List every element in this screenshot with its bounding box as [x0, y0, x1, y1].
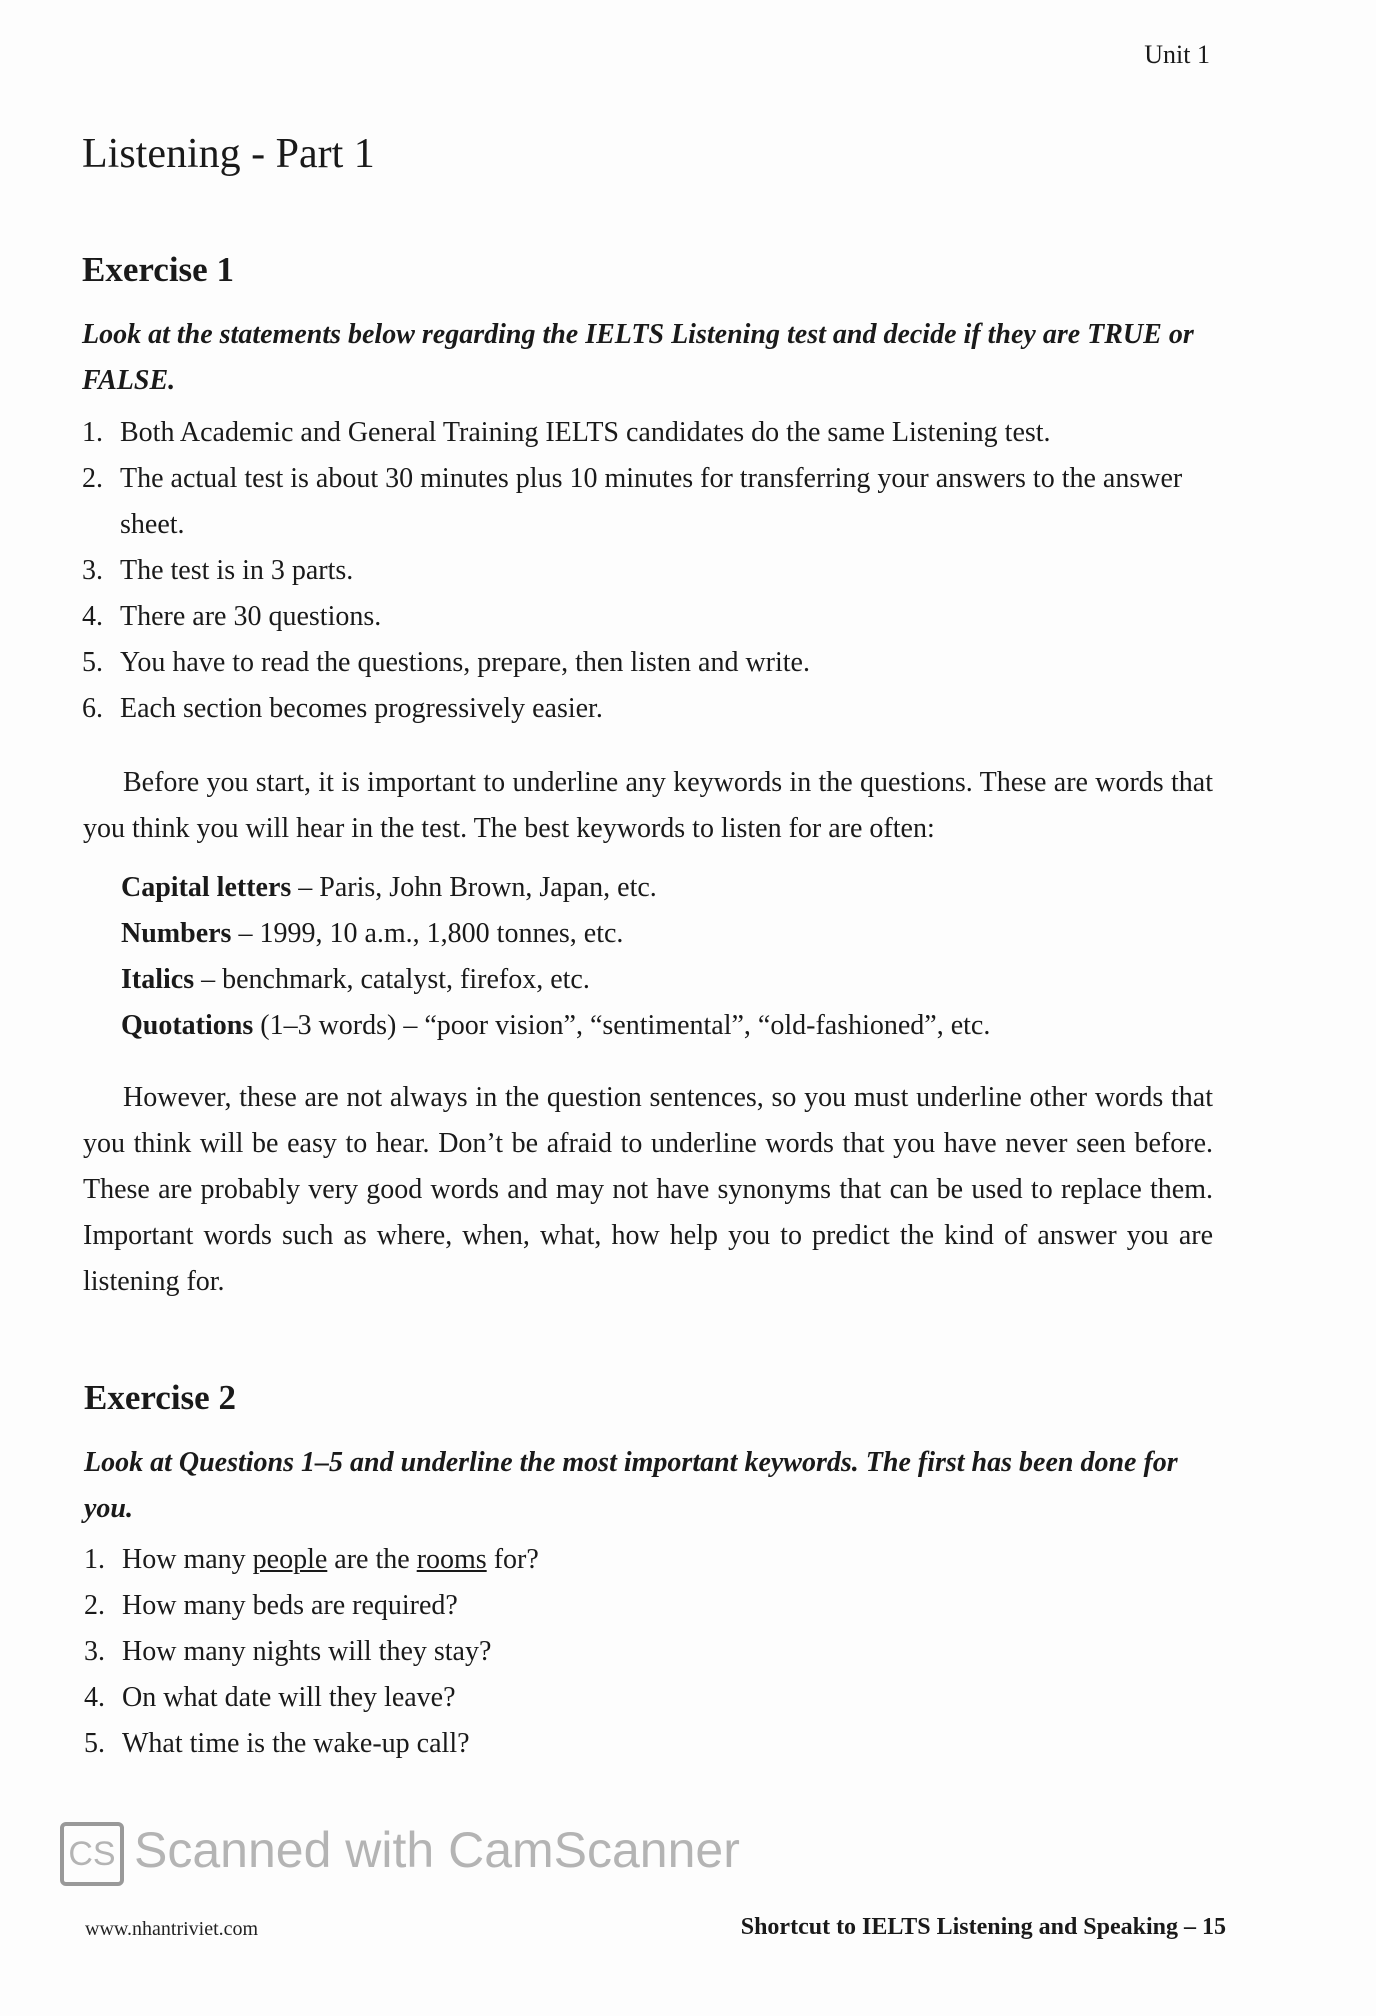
advice-paragraph: However, these are not always in the question sentences, so you must underline other words that you think will be easy to hear. Don’t be afraid to underline words that you have never seen before. These are probably very good words and may not have synonyms that can be used to replace them. Important words such as where, when, what, how help you to predict the kind of answer you are listening for.: [83, 1082, 1213, 1297]
list-item: [84, 1537, 1214, 1583]
item-number: 3.: [82, 555, 103, 586]
list-item: [82, 548, 1212, 594]
unit-label: Unit 1: [1144, 40, 1210, 69]
item-number: 2.: [82, 463, 103, 494]
item-number: 2.: [84, 1590, 105, 1621]
item-text: How many nights will they stay?: [122, 1636, 492, 1667]
item-text: There are 30 questions.: [120, 601, 382, 632]
item-text: Both Academic and General Training IELTS candidates do the same Listening test.: [120, 417, 1051, 448]
item-number: 6.: [82, 693, 103, 724]
item-text: are the: [327, 1544, 417, 1575]
list-item: [82, 410, 1212, 456]
page-title: Listening - Part 1: [82, 131, 375, 177]
intro-paragraph: Before you start, it is important to underline any keywords in the questions. These are words that you think you will hear in the test. The best keywords to listen for are often:: [83, 767, 1213, 844]
list-item: [82, 594, 1212, 640]
camscanner-watermark: [60, 1818, 740, 1886]
exercise2-list: [84, 1537, 1214, 1767]
page-number: – 15: [1184, 1914, 1226, 1940]
keyword-item: [121, 957, 990, 1003]
list-item: [84, 1721, 1214, 1767]
book-footer: [741, 1914, 1226, 1941]
item-number: 5.: [84, 1728, 105, 1759]
exercise1-instruction: Look at the statements below regarding the IELTS Listening test and decide if they are TRUE or FALSE.: [82, 319, 1194, 396]
keyword-examples: (1–3 words) – “poor vision”, “sentimental”, “old-fashioned”, etc.: [253, 1010, 991, 1041]
exercise2-instruction: Look at Questions 1–5 and underline the most important keywords. The first has been done for you.: [84, 1447, 1178, 1524]
keyword-term: Capital letters: [121, 872, 292, 903]
keyword-term: Italics: [121, 964, 195, 995]
underlined-keyword: people: [252, 1544, 328, 1575]
keyword-list: [121, 865, 990, 1049]
watermark-text: Scanned with CamScanner: [134, 1822, 740, 1878]
footer: [60, 1912, 1226, 1952]
list-item: [84, 1583, 1214, 1629]
item-text: You have to read the questions, prepare, then listen and write.: [120, 647, 810, 678]
keyword-examples: – 1999, 10 a.m., 1,800 tonnes, etc.: [231, 918, 624, 949]
keyword-item: [121, 865, 990, 911]
camscanner-logo-icon: CS: [60, 1822, 124, 1886]
item-text: The actual test is about 30 minutes plus 10 minutes for transferring your answers to the answer sheet.: [120, 463, 1183, 540]
exercise1-list: [82, 410, 1212, 732]
item-text: The test is in 3 parts.: [120, 555, 354, 586]
item-number: 1.: [82, 417, 103, 448]
list-item: [82, 686, 1212, 732]
keyword-examples: – Paris, John Brown, Japan, etc.: [291, 872, 657, 903]
keyword-item: [121, 911, 990, 957]
list-item: [84, 1629, 1214, 1675]
item-number: 4.: [82, 601, 103, 632]
list-item: [84, 1675, 1214, 1721]
item-text: What time is the wake-up call?: [122, 1728, 470, 1759]
item-text: Each section becomes progressively easier.: [120, 693, 603, 724]
item-number: 4.: [84, 1682, 105, 1713]
list-item: [82, 640, 1212, 686]
item-text: How many beds are required?: [122, 1590, 458, 1621]
footer-url: www.nhantriviet.com: [85, 1918, 259, 1940]
item-number: 3.: [84, 1636, 105, 1667]
exercise2-heading: Exercise 2: [84, 1378, 236, 1417]
item-number: 5.: [82, 647, 103, 678]
exercise1-heading: Exercise 1: [82, 250, 234, 289]
item-text: On what date will they leave?: [122, 1682, 456, 1713]
list-item: [82, 456, 1212, 548]
keyword-term: Numbers: [121, 918, 232, 949]
item-number: 1.: [84, 1544, 105, 1575]
item-text: How many: [122, 1544, 253, 1575]
keyword-item: [121, 1003, 990, 1049]
keyword-examples: – benchmark, catalyst, firefox, etc.: [194, 964, 590, 995]
book-title: Shortcut to IELTS Listening and Speaking: [740, 1914, 1178, 1940]
underlined-keyword: rooms: [416, 1544, 487, 1575]
keyword-term: Quotations: [121, 1010, 254, 1041]
item-text: for?: [486, 1544, 539, 1575]
